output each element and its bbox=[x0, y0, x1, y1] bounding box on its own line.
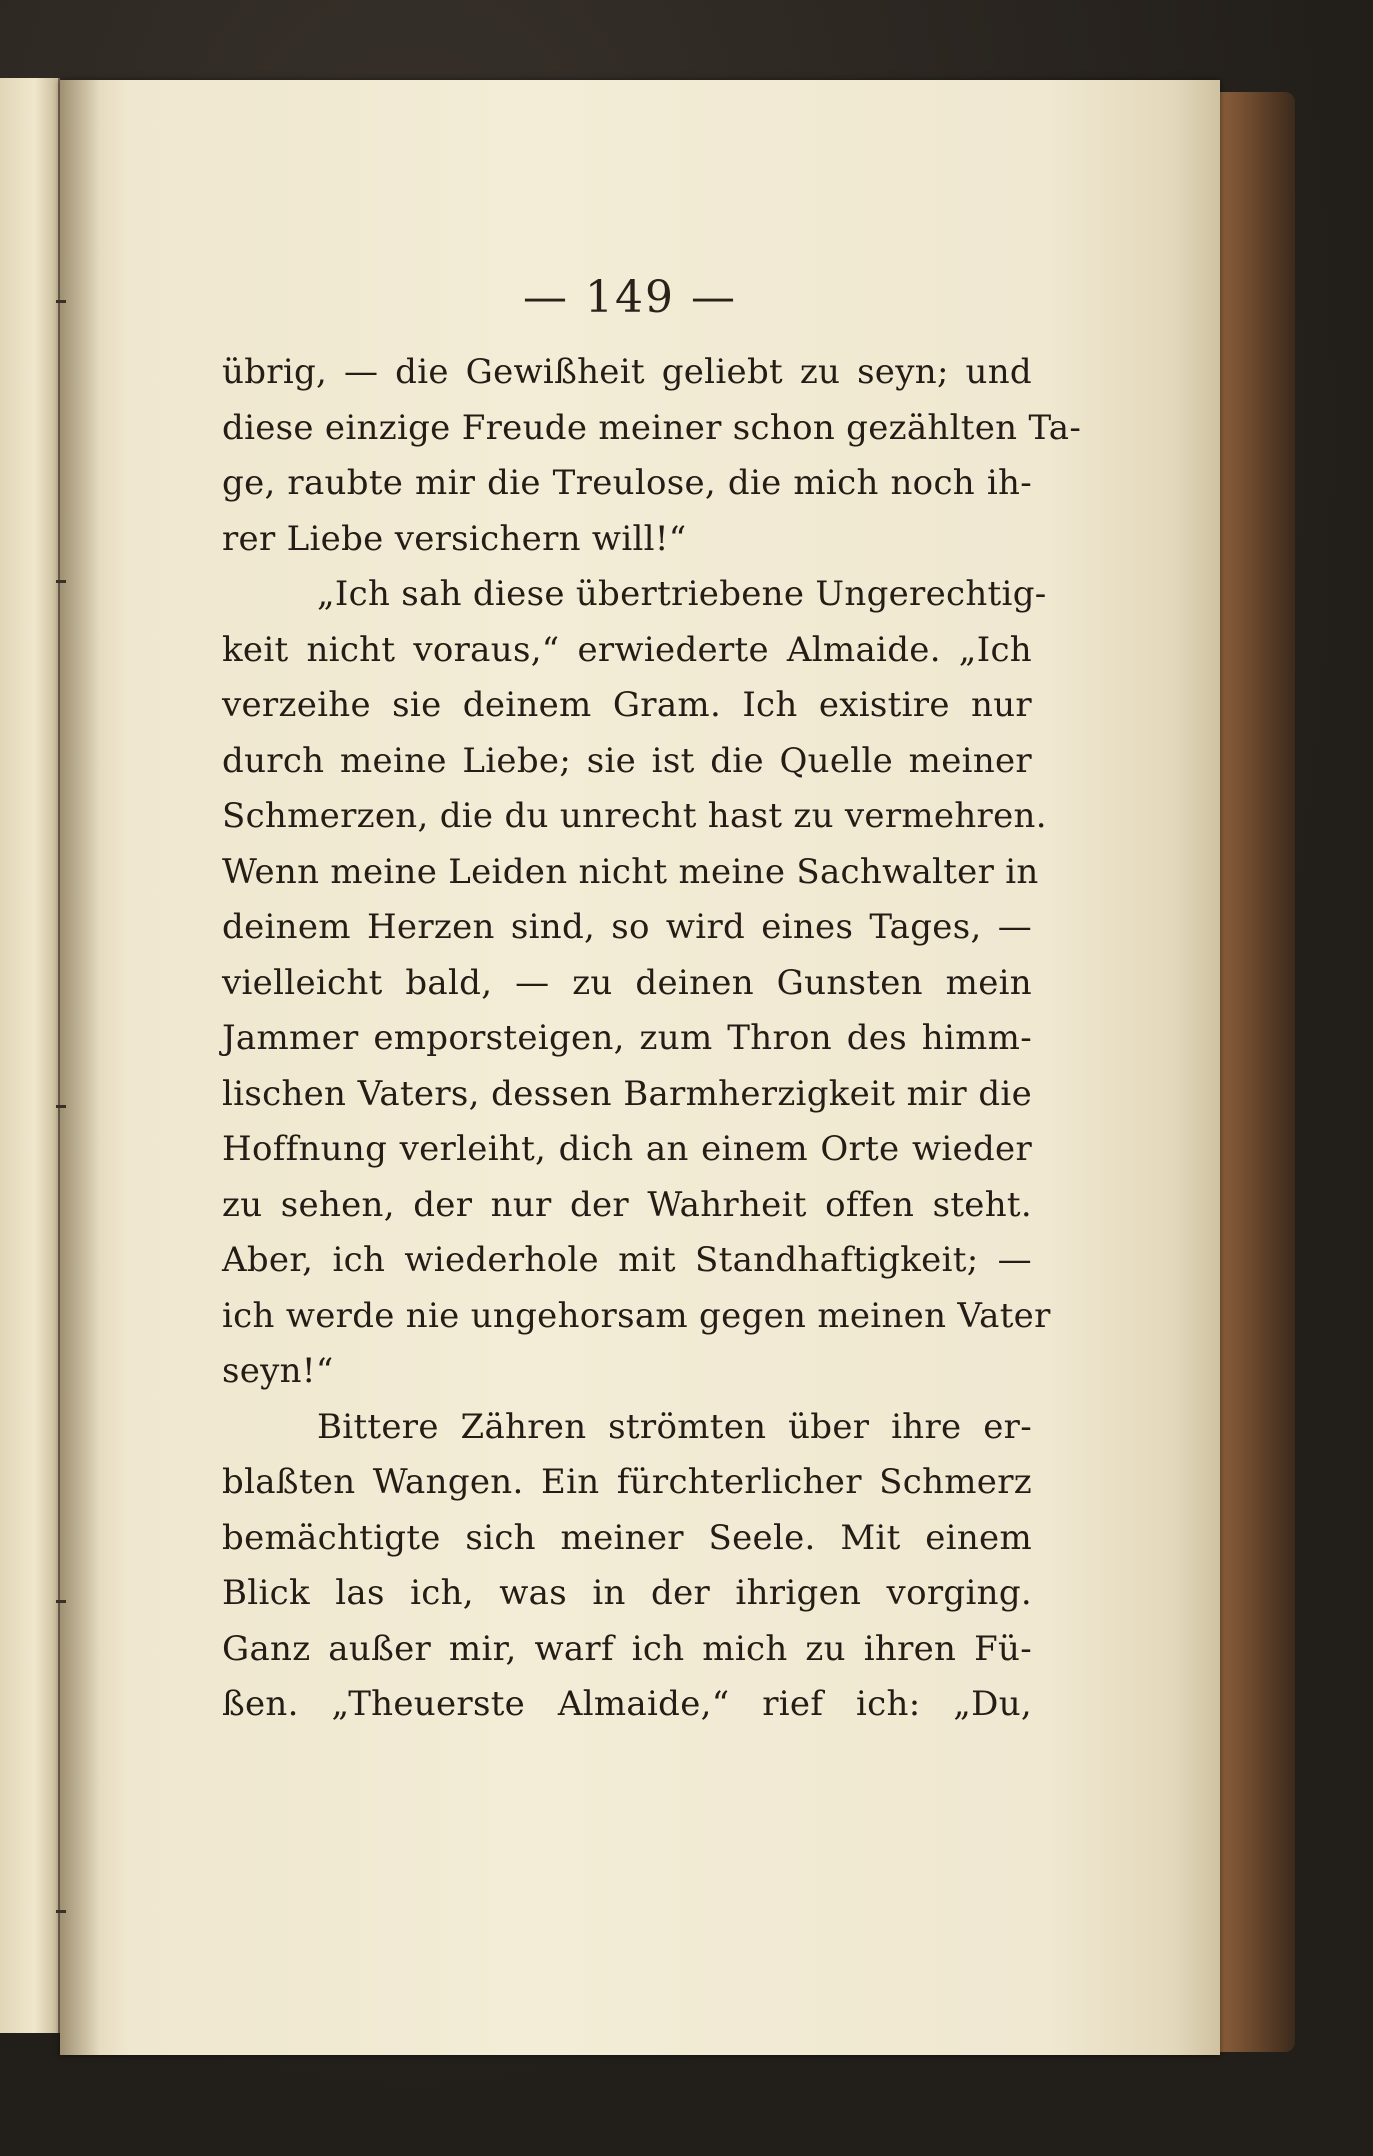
text-line: Jammer emporsteigen, zum Thron des himm- bbox=[222, 1018, 1032, 1058]
text-line: Wenn meine Leiden nicht meine Sachwalter in bbox=[222, 851, 1039, 892]
margin-mark bbox=[56, 580, 66, 583]
text-line: Hoffnung verleiht, dich an einem Orte wieder bbox=[222, 1129, 1032, 1169]
text-line: seyn!“ bbox=[222, 1351, 334, 1391]
margin-mark bbox=[56, 1105, 66, 1108]
left-page-edge bbox=[0, 78, 60, 2033]
text-line: Ganz außer mir, warf ich mich zu ihren Fü- bbox=[222, 1628, 1032, 1669]
margin-mark bbox=[56, 1910, 66, 1913]
page-number: — 149 — bbox=[523, 272, 737, 323]
text-line: zu sehen, der nur der Wahrheit offen steht. bbox=[222, 1184, 1032, 1225]
text-line: keit nicht voraus,“ erwiederte Almaide. „Ich bbox=[222, 629, 1032, 670]
text-line: ich werde nie ungehorsam gegen meinen Vater bbox=[222, 1295, 1051, 1336]
margin-mark bbox=[56, 1600, 66, 1603]
body-text bbox=[222, 345, 1082, 1733]
text-line: Aber, ich wiederhole mit Standhaftigkeit; — bbox=[222, 1240, 1032, 1280]
text-line: ge, raubte mir die Treulose, die mich noch ih- bbox=[222, 463, 1032, 503]
text-line: deinem Herzen sind, so wird eines Tages, — bbox=[222, 907, 1032, 947]
text-line: „Ich sah diese übertriebene Ungerechtig- bbox=[317, 574, 1047, 614]
spine-shadow bbox=[60, 80, 100, 2055]
text-line: durch meine Liebe; sie ist die Quelle meiner bbox=[222, 740, 1032, 781]
text-line: bemächtigte sich meiner Seele. Mit einem bbox=[222, 1517, 1032, 1558]
text-line: verzeihe sie deinem Gram. Ich existire nur bbox=[222, 685, 1032, 725]
text-line: Blick las ich, was in der ihrigen vorging. bbox=[222, 1573, 1032, 1613]
text-line: blaßten Wangen. Ein fürchterlicher Schmerz bbox=[222, 1462, 1032, 1502]
text-line: Bittere Zähren strömten über ihre er- bbox=[317, 1406, 1032, 1447]
text-line: übrig, — die Gewißheit geliebt zu seyn; und bbox=[222, 352, 1032, 392]
text-line: lischen Vaters, dessen Barmherzigkeit mir die bbox=[222, 1073, 1032, 1114]
text-line: diese einzige Freude meiner schon gezählten Ta- bbox=[222, 407, 1082, 448]
text-line: vielleicht bald, — zu deinen Gunsten mein bbox=[222, 962, 1032, 1003]
text-line: rer Liebe versichern will!“ bbox=[222, 518, 687, 559]
text-line: Schmerzen, die du unrecht hast zu vermehren. bbox=[222, 796, 1047, 836]
margin-mark bbox=[56, 300, 66, 303]
text-line: ßen. „Theuerste Almaide,“ rief ich: „Du, bbox=[222, 1684, 1032, 1724]
